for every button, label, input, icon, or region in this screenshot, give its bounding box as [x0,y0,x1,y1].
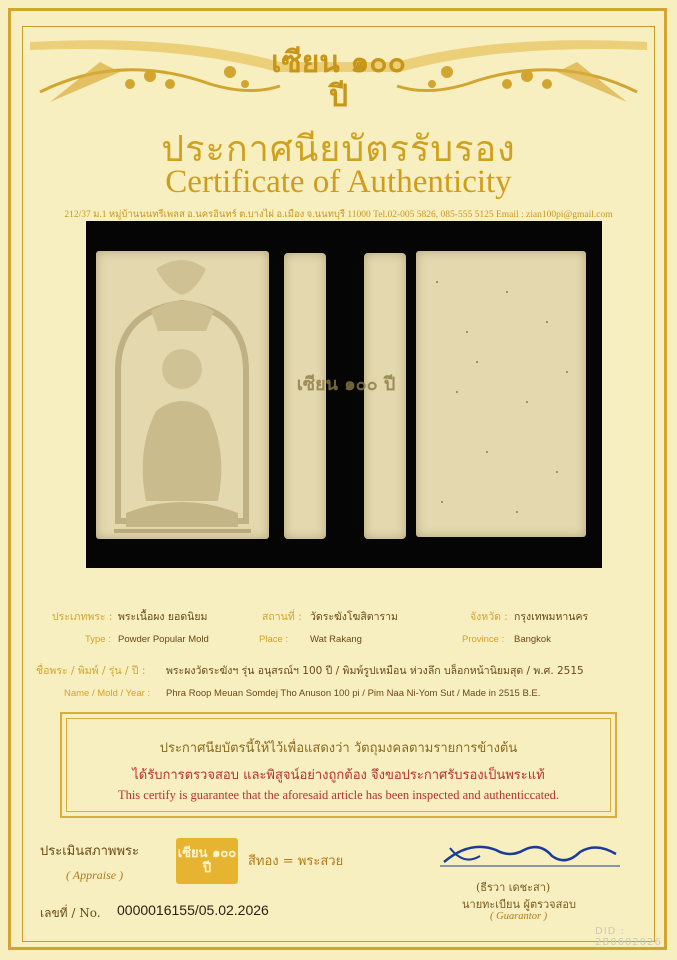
place-value-th: วัดระฆังโฆสิตาราม [310,611,398,623]
statement-english: This certify is guarantee that the aforesaid article has been inspected and authenticcated. [117,788,560,802]
appraise-label-en: ( Appraise ) [66,868,124,882]
place-value-en: Wat Rakang [310,634,362,645]
certificate-number: 0000016155/05.02.2026 [117,902,269,918]
type-value-th: พระเนื้อผง ยอดนิยม [118,611,208,623]
province-label-th: จังหวัด : [470,611,508,623]
province-value-th: กรุงเทพมหานคร [514,611,589,623]
issuer-address: 212/37 ม.1 หมู่บ้านนนทรีเพลส อ.นครอินทร์ ต.บางไผ่ อ.เมือง จ.นนทบุรี 11000 Tel.02-005 5826, 085-555 5125 Email : zian100pi@gmail.com [64,210,613,220]
certificate-title-english: Certificate of Authenticity [165,164,512,200]
document-id-watermark: DID : 2B0602026 [595,926,662,948]
name-value-en: Phra Roop Meuan Somdej Tho Anuson 100 pi / Pim Naa Ni-Yom Sut / Made in 2515 B.E. [166,688,541,699]
province-value-en: Bangkok [514,634,551,645]
grade-logo-text: เซียน ๑๐๐ ปี [177,846,237,876]
statement-thai-line1: ประกาศนียบัตรนี้ให้ไว้เพื่อแสดงว่า วัตถุมงคลตามรายการข้างต้น [159,741,518,756]
grade-logo-badge [176,838,238,884]
amulet-front-view [96,251,269,539]
type-label-en: Type : [85,634,111,645]
guarantor-role-en: ( Guarantor ) [490,911,548,922]
name-label-th: ชื่อพระ / พิมพ์ / รุ่น / ปี : [36,665,146,677]
monk-relief-icon [96,251,269,539]
grade-value: สีทอง = พระสวย [248,854,344,869]
province-label-en: Province : [462,634,505,645]
amulet-back-view [416,251,586,537]
guarantor-signature [440,836,620,872]
photo-watermark: เซียน ๑๐๐ ปี [296,374,396,395]
statement-thai-line2: ได้รับการตรวจสอบ และพิสูจน์อย่างถูกต้อง จึงขอประกาศรับรองเป็นพระแท้ [132,768,545,783]
guarantor-role-th: นายทะเบียน ผู้ตรวจสอบ [462,898,576,911]
guarantor-name: (ธีรวา เดชะสา) [476,881,551,894]
place-label-en: Place : [259,634,289,645]
certificate-number-label: เลขที่ / No. [40,906,101,920]
type-value-en: Powder Popular Mold [118,634,209,645]
certificate-title-thai: ประกาศนียบัตรรับรอง [161,129,516,170]
name-label-en: Name / Mold / Year : [64,688,151,699]
amulet-photo-panel [86,221,602,568]
place-label-th: สถานที่ : [262,611,302,623]
header-logo: เซียน ๑๐๐ ปี [271,45,406,114]
type-label-th: ประเภทพระ : [52,611,113,623]
name-value-th: พระผงวัดระฆังฯ รุ่น อนุสรณ์ฯ 100 ปี / พิมพ์รูปเหมือน ห่วงลึก บล็อกหน้านิยมสุด / พ.ศ. 2515 [166,665,584,677]
appraise-label-th: ประเมินสภาพพระ [40,844,140,859]
